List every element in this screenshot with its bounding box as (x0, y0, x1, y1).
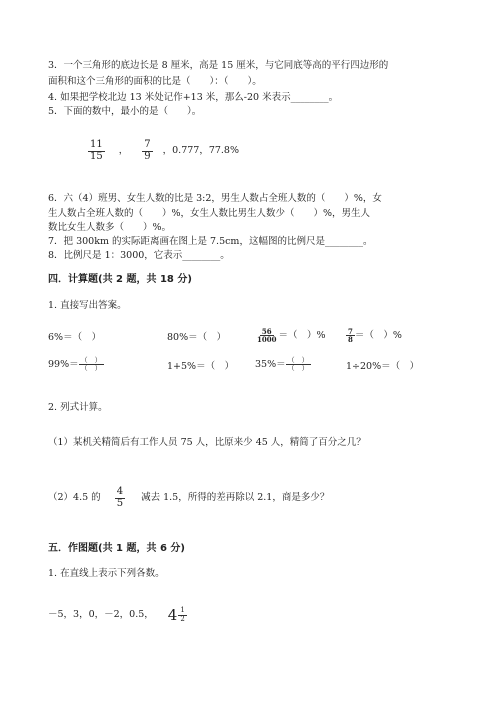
calc-r1-c1: 6%＝（ ） (48, 332, 102, 343)
calc-r1-c4: $\frac{7}{8}$ ＝（ ）% (348, 327, 402, 345)
q5-fraction-7-9: $\frac{7}{9}$ (144, 139, 151, 162)
calc-r2-c2: 1+5%＝（ ） (167, 361, 235, 372)
blank-fraction: $\frac{( )}{( )}$ (80, 356, 102, 373)
fraction-56-1000: $\frac{56}{1000}$ (257, 327, 277, 345)
q6-line1: 6．六（4）班男、女生人数的比是 3:2，男生人数占全班人数的（ ）%，女 (48, 193, 382, 204)
calc-r2-c4: 1÷20%＝（ ） (346, 361, 420, 372)
fraction-7-8: $\frac{7}{8}$ (348, 327, 353, 345)
section4-p1: 1. 直接写出答案。 (48, 300, 127, 311)
q8-text: 8．比例尺是 1：3000，它表示________。 (48, 250, 230, 261)
q6-line2: 生人数占全班人数的（ ）%，女生人数比男生人数少（ ）%，男生人 (48, 208, 371, 219)
q3-line1: 3．一个三角形的底边长是 8 厘米，高是 15 厘米，与它同底等高的平行四边形的 (48, 60, 389, 71)
section5-numbers: －5，3，0，－2，0.5， 4 $\frac{1}{2}$ (48, 606, 185, 624)
fraction-4-5: $\frac{4}{5}$ (116, 486, 124, 509)
calc-r1-c2: 80%＝（ ） (167, 332, 227, 343)
q5-rest: ，0.777，77.8% (162, 145, 240, 157)
section5-title: 五．作图题(共 1 题，共 6 分) (48, 543, 185, 554)
section4-p2: 2. 列式计算。 (48, 402, 108, 413)
q5-separator: ， (118, 145, 129, 157)
calc-r2-c1: 99%＝ $\frac{( )}{( )}$ (48, 356, 102, 373)
q5-stem: 5．下面的数中，最小的是（ ）。 (48, 106, 202, 117)
section5-p1: 1. 在直线上表示下列各数。 (48, 568, 165, 579)
calc-r2-c3: 35%＝ $\frac{( )}{( )}$ (255, 356, 309, 373)
mixed-number-4-1-2: 4 $\frac{1}{2}$ (167, 606, 185, 624)
q3-line2: 面积和这个三角形的面积的比是（ ）：（ ）。 (48, 76, 262, 87)
calc-r1-c3: $\frac{56}{1000}$ ＝（ ）% (257, 327, 326, 345)
blank-fraction: $\frac{( )}{( )}$ (287, 356, 309, 373)
section4-p2a: （1）某机关精简后有工作人员 75 人，比原来少 45 人，精简了百分之几？ (48, 437, 366, 448)
q5-options (88, 140, 239, 162)
q4-text: 4. 如果把学校北边 13 米处记作+13 米，那么-20 米表示________。 (48, 92, 339, 103)
section4-p2b: （2）4.5 的 $\frac{4}{5}$ 减去 1.5，所得的差再除以 2.1，商是多少？ (48, 486, 330, 509)
q7-text: 7．把 300km 的实际距离画在图上是 7.5cm，这幅图的比例尺是________。 (48, 236, 373, 247)
section4-title: 四．计算题(共 2 题，共 18 分) (48, 274, 192, 285)
q5-fraction-11-15: $\frac{11}{15}$ (90, 139, 103, 162)
q6-line3: 数比女生人数多（ ）%。 (48, 222, 172, 233)
